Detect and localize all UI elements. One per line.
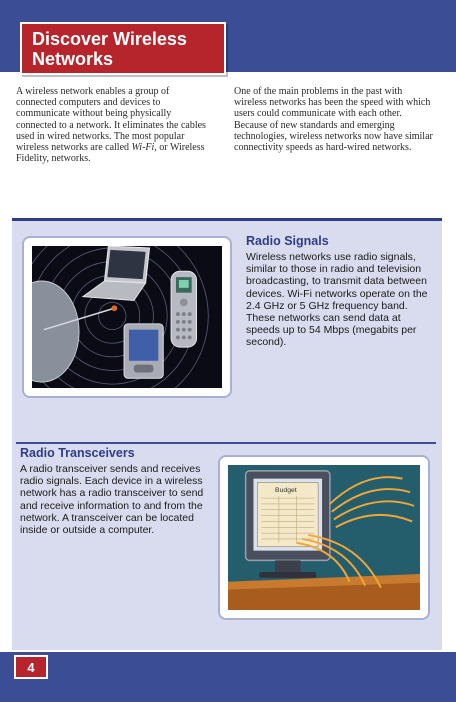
intro-left-term: Wi-Fi, [131,142,157,154]
page-number: 4 [27,660,35,675]
intro-left-text-1: A wireless network enables a group of connected computers and devices to communicate without being physically connected to a network. It eliminates the cables used in wired networks. The most popular wireless networks are called [16,86,206,154]
laptop-icon [83,246,150,300]
intro-right-paragraph: One of the main problems in the past with wireless networks has been the speed with which users could communicate with each other. Because of new standards and emerging technologies, wireless networks now have similar connectivity speeds as hard-wired networks. [234,86,433,154]
section-divider [16,442,436,444]
title-line-2: Networks [32,49,114,69]
intro-left-text-2: or Wireless Fidelity, networks. [16,142,205,165]
radio-signals-text: Wireless networks use radio signals, similar to those in radio and television broadcasting, to transmit data between devices. Wi-Fi networks operate on the 2.4 GHz or 5 GHz frequency band. These networks can send data at speeds up to 54 Mbps (megabits per second). [246,251,428,349]
pda-icon [124,324,163,378]
intro-left-paragraph [16,86,212,164]
monitor-window-label: Budget [275,487,297,495]
title-line-1: Discover Wireless [32,29,187,49]
radio-transceivers-figure [218,455,430,620]
radio-signals-heading: Radio Signals [246,234,329,248]
title-box [20,22,226,75]
radio-signals-illustration [32,246,222,388]
panel-top-rule [12,218,442,221]
footer-band [0,652,456,702]
radio-transceivers-illustration [228,465,420,610]
radio-transceivers-heading: Radio Transceivers [20,446,135,460]
cell-phone-icon [171,271,196,347]
radio-transceivers-text: A radio transceiver sends and receives radio signals. Each device in a wireless network has a radio transceiver to send and receive information to and from the network. A transceiver can be located inside or outside a computer. [20,463,204,537]
page-number-box [14,655,48,679]
radio-signals-figure [22,236,232,398]
page-title [32,29,222,69]
